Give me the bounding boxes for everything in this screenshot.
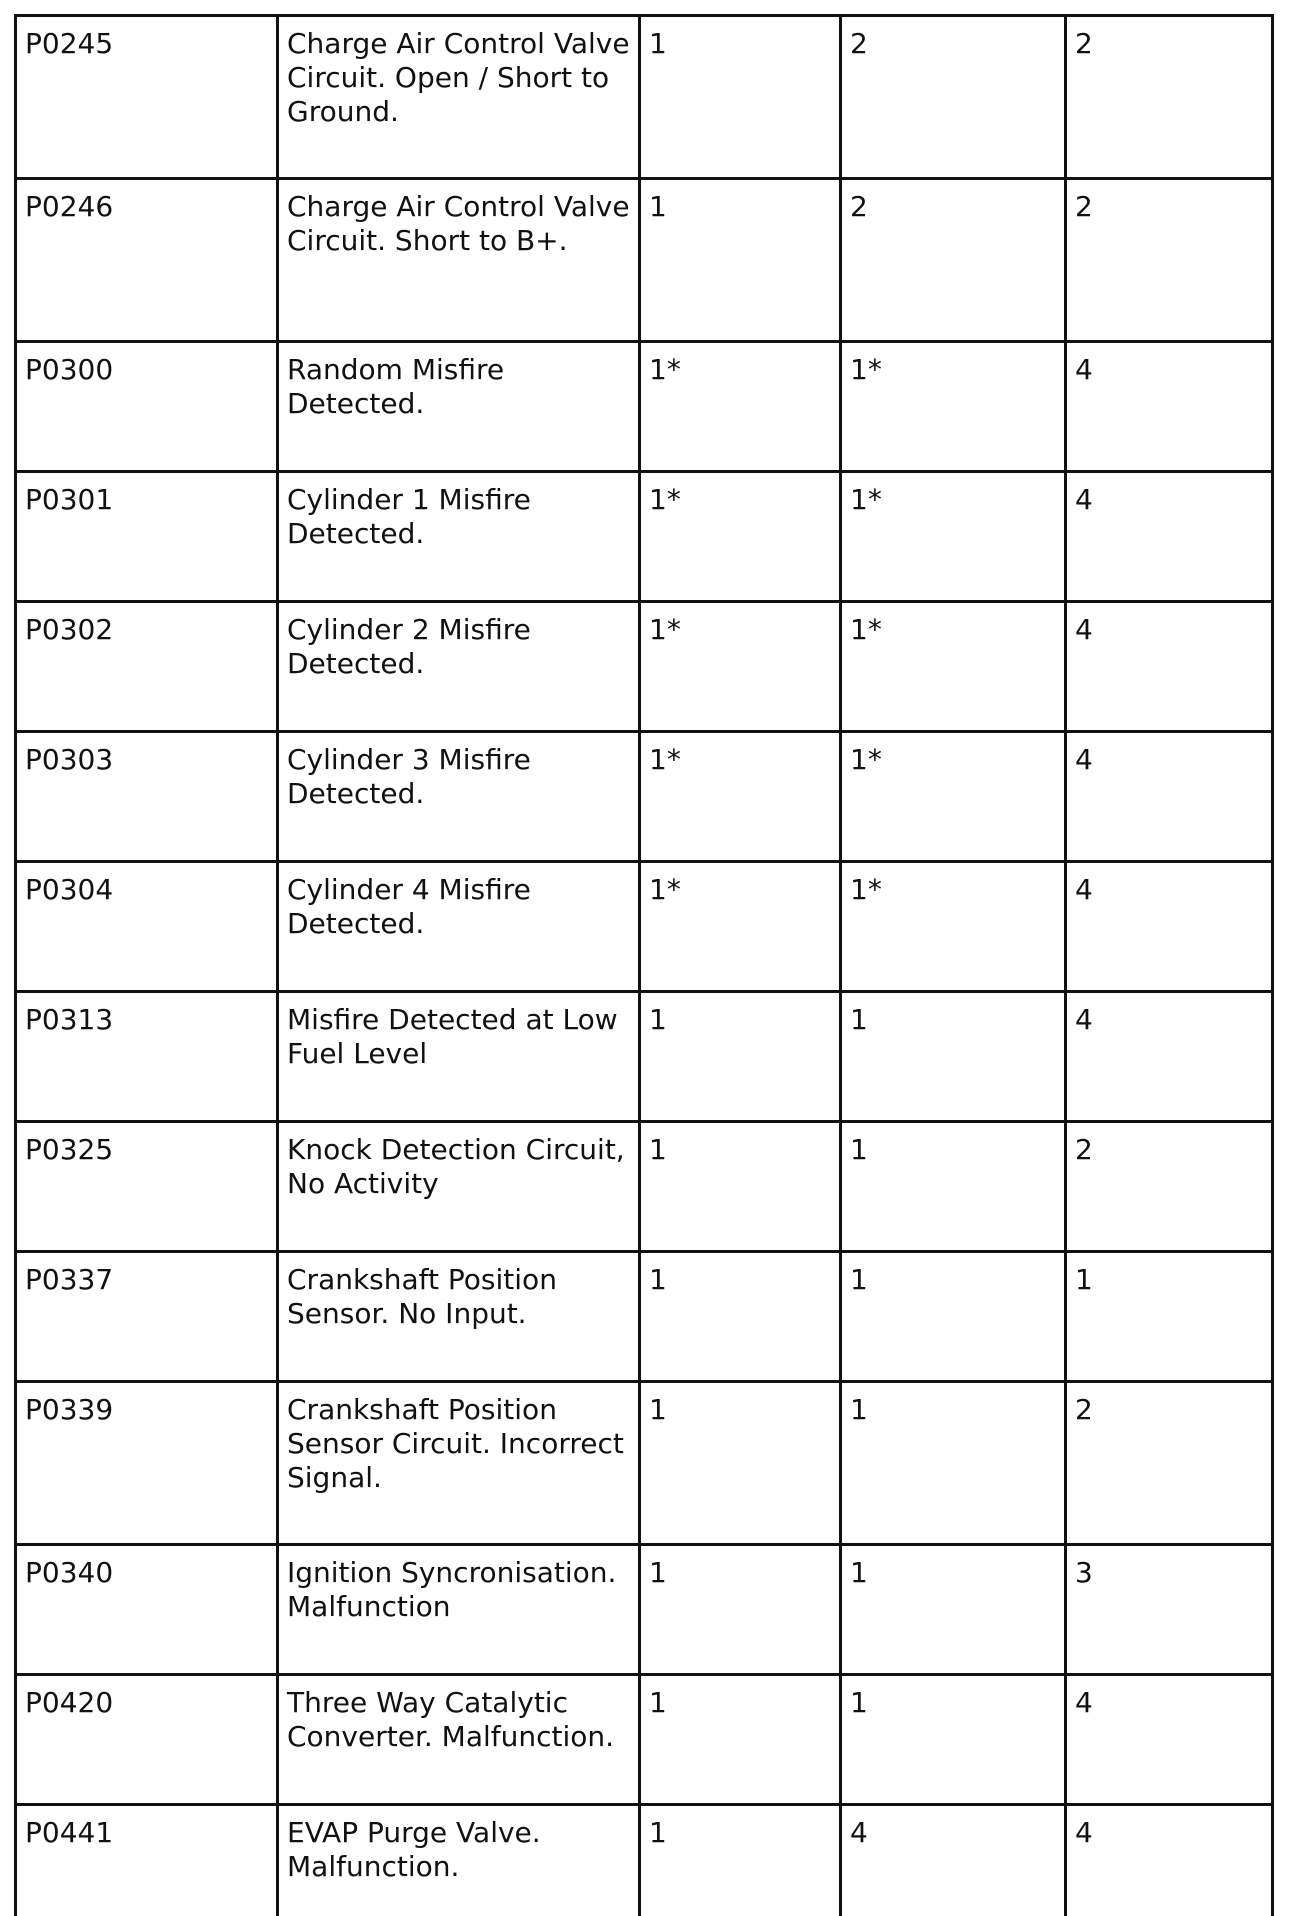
description-cell: Random Misfire Detected. xyxy=(278,342,640,472)
value-cell-col3: 1* xyxy=(640,472,841,602)
table-row xyxy=(16,992,1273,1122)
value-cell-col3: 1 xyxy=(640,1545,841,1675)
table-row xyxy=(16,16,1273,179)
fault-code-table xyxy=(14,14,1274,1916)
value-cell-col5: 4 xyxy=(1066,1805,1273,1916)
table-row xyxy=(16,732,1273,862)
fault-code-cell: P0245 xyxy=(16,16,278,179)
value-cell-col5: 4 xyxy=(1066,992,1273,1122)
value-cell-col4: 1 xyxy=(841,992,1066,1122)
table-row xyxy=(16,1382,1273,1545)
description-cell: Cylinder 4 Misfire Detected. xyxy=(278,862,640,992)
description-cell: EVAP Purge Valve. Malfunction. xyxy=(278,1805,640,1916)
value-cell-col4: 1* xyxy=(841,602,1066,732)
fault-code-cell: P0420 xyxy=(16,1675,278,1805)
value-cell-col4: 1 xyxy=(841,1675,1066,1805)
value-cell-col3: 1* xyxy=(640,342,841,472)
value-cell-col4: 1* xyxy=(841,862,1066,992)
fault-code-cell: P0441 xyxy=(16,1805,278,1916)
description-cell: Misfire Detected at Low Fuel Level xyxy=(278,992,640,1122)
value-cell-col3: 1* xyxy=(640,602,841,732)
description-cell: Crankshaft Position Sensor. No Input. xyxy=(278,1252,640,1382)
table-row xyxy=(16,1122,1273,1252)
value-cell-col3: 1 xyxy=(640,992,841,1122)
table-row xyxy=(16,179,1273,342)
value-cell-col4: 1* xyxy=(841,732,1066,862)
value-cell-col4: 2 xyxy=(841,179,1066,342)
description-cell: Cylinder 2 Misfire Detected. xyxy=(278,602,640,732)
value-cell-col4: 4 xyxy=(841,1805,1066,1916)
fault-code-cell: P0302 xyxy=(16,602,278,732)
table-row xyxy=(16,1252,1273,1382)
description-cell: Cylinder 1 Misfire Detected. xyxy=(278,472,640,602)
fault-code-cell: P0301 xyxy=(16,472,278,602)
fault-code-cell: P0300 xyxy=(16,342,278,472)
fault-code-cell: P0246 xyxy=(16,179,278,342)
table-row xyxy=(16,1675,1273,1805)
table-row xyxy=(16,602,1273,732)
value-cell-col4: 1 xyxy=(841,1382,1066,1545)
value-cell-col3: 1 xyxy=(640,1675,841,1805)
description-cell: Charge Air Control Valve Circuit. Short to B+. xyxy=(278,179,640,342)
table-row xyxy=(16,342,1273,472)
fault-code-cell: P0304 xyxy=(16,862,278,992)
value-cell-col5: 4 xyxy=(1066,862,1273,992)
description-cell: Ignition Syncronisation. Malfunction xyxy=(278,1545,640,1675)
value-cell-col4: 1 xyxy=(841,1252,1066,1382)
value-cell-col5: 4 xyxy=(1066,732,1273,862)
value-cell-col3: 1 xyxy=(640,1382,841,1545)
value-cell-col3: 1* xyxy=(640,732,841,862)
table-row xyxy=(16,472,1273,602)
table-row xyxy=(16,1805,1273,1916)
value-cell-col5: 2 xyxy=(1066,16,1273,179)
value-cell-col5: 3 xyxy=(1066,1545,1273,1675)
fault-code-cell: P0313 xyxy=(16,992,278,1122)
value-cell-col5: 4 xyxy=(1066,1675,1273,1805)
value-cell-col4: 1* xyxy=(841,472,1066,602)
value-cell-col3: 1 xyxy=(640,1252,841,1382)
value-cell-col3: 1 xyxy=(640,1805,841,1916)
value-cell-col4: 2 xyxy=(841,16,1066,179)
fault-code-cell: P0340 xyxy=(16,1545,278,1675)
fault-code-cell: P0325 xyxy=(16,1122,278,1252)
description-cell: Charge Air Control Valve Circuit. Open / Short to Ground. xyxy=(278,16,640,179)
fault-code-cell: P0337 xyxy=(16,1252,278,1382)
description-cell: Knock Detection Circuit, No Activity xyxy=(278,1122,640,1252)
value-cell-col5: 1 xyxy=(1066,1252,1273,1382)
value-cell-col4: 1 xyxy=(841,1545,1066,1675)
table-row xyxy=(16,862,1273,992)
value-cell-col5: 4 xyxy=(1066,472,1273,602)
value-cell-col5: 2 xyxy=(1066,1382,1273,1545)
value-cell-col4: 1* xyxy=(841,342,1066,472)
value-cell-col5: 2 xyxy=(1066,1122,1273,1252)
table-row xyxy=(16,1545,1273,1675)
description-cell: Three Way Catalytic Converter. Malfunction. xyxy=(278,1675,640,1805)
value-cell-col5: 4 xyxy=(1066,342,1273,472)
value-cell-col4: 1 xyxy=(841,1122,1066,1252)
value-cell-col5: 2 xyxy=(1066,179,1273,342)
value-cell-col5: 4 xyxy=(1066,602,1273,732)
description-cell: Crankshaft Position Sensor Circuit. Incorrect Signal. xyxy=(278,1382,640,1545)
value-cell-col3: 1 xyxy=(640,179,841,342)
value-cell-col3: 1* xyxy=(640,862,841,992)
value-cell-col3: 1 xyxy=(640,16,841,179)
value-cell-col3: 1 xyxy=(640,1122,841,1252)
description-cell: Cylinder 3 Misfire Detected. xyxy=(278,732,640,862)
fault-code-cell: P0339 xyxy=(16,1382,278,1545)
fault-code-cell: P0303 xyxy=(16,732,278,862)
